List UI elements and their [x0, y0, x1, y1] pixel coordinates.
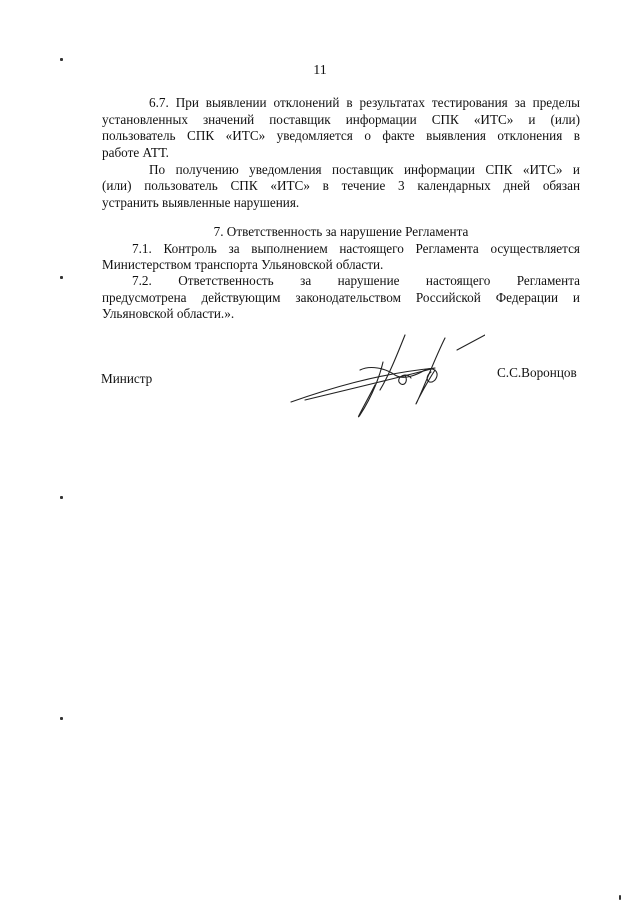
- text-line-1: 6.7. При выявлении отклонений в результатах тестирования за пределы: [149, 95, 580, 110]
- scan-speck: [60, 58, 63, 61]
- scan-speck: [619, 895, 621, 900]
- text-line-13: Ульяновской области.».: [102, 306, 235, 321]
- scan-speck: [60, 717, 63, 720]
- text-line-6: (или) пользователь СПК «ИТС» в течение 3 календарных дней обязан: [102, 178, 580, 193]
- text-line-2: установленных значений поставщик информации СПК «ИТС» и (или): [102, 112, 580, 127]
- section-heading: 7. Ответственность за нарушение Регламента: [213, 224, 469, 239]
- text-line-4: работе АТТ.: [102, 145, 169, 160]
- text-line-10: Министерством транспорта Ульяновской области.: [102, 257, 384, 272]
- signatory-position: Министр: [101, 371, 153, 386]
- handwritten-signature: [285, 330, 485, 425]
- scan-speck: [60, 496, 63, 499]
- text-line-3: пользователь СПК «ИТС» уведомляется о факте выявления отклонения в: [102, 128, 580, 143]
- text-line-7: устранить выявленные нарушения.: [102, 195, 300, 210]
- signatory-name: С.С.Воронцов: [497, 365, 577, 380]
- text-line-5: По получению уведомления поставщик информации СПК «ИТС» и: [149, 162, 580, 177]
- text-line-12: предусмотрена действующим законодательством Российской Федерации и: [102, 290, 580, 305]
- scan-speck: [60, 276, 63, 279]
- text-line-11: 7.2. Ответственность за нарушение настоящего Регламента: [132, 273, 580, 288]
- text-line-9: 7.1. Контроль за выполнением настоящего Регламента осуществляется: [132, 241, 580, 256]
- page-number: 11: [313, 63, 327, 78]
